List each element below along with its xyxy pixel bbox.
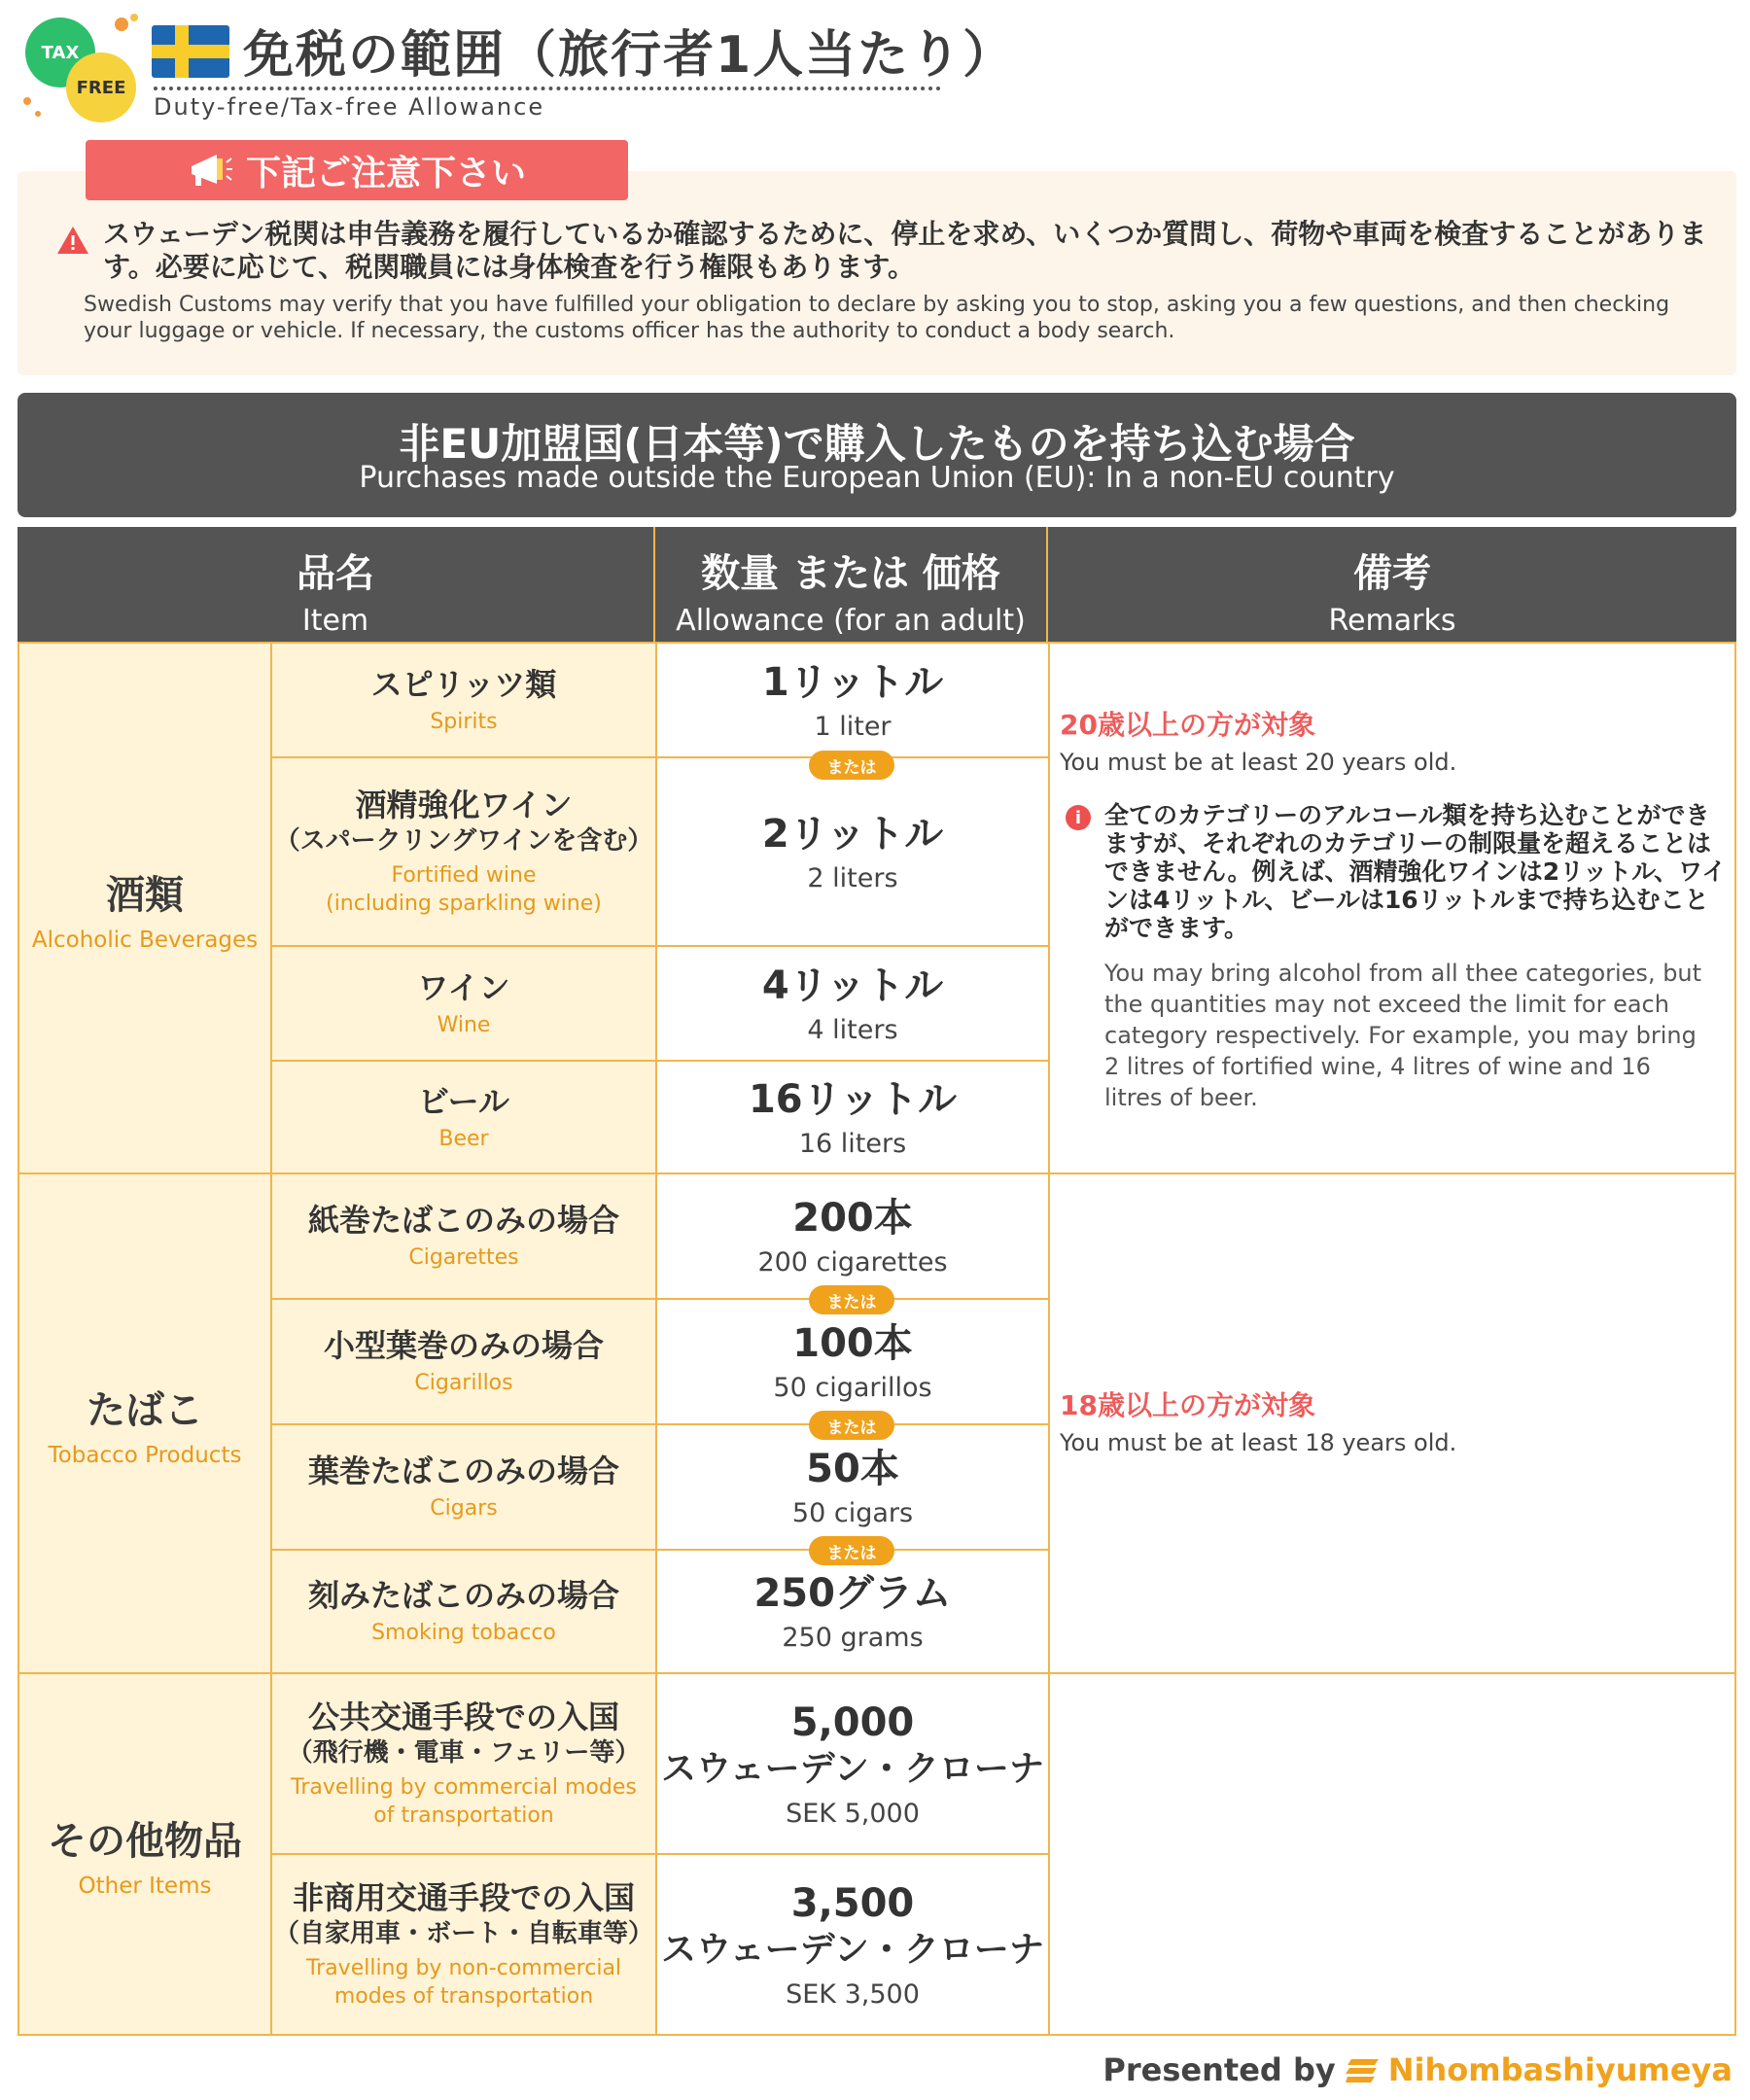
amount-cigarettes-ja: 200本 (792, 1196, 913, 1241)
amount-cigarettes (655, 1172, 1050, 1300)
warning-icon (56, 226, 89, 255)
category-other-en: Other Items (78, 1872, 212, 1899)
remarks-alcohol-info-en: You may bring alcohol from all thee categories, but the quantities may not exceed the limit for each category respectively. For example, you may bring 2 litres of fortified wine, 4 litres of wine and 16 litres of beer. (1104, 960, 1702, 1111)
category-tobacco-ja: たばこ (87, 1387, 203, 1433)
item-smoking-tobacco-ja: 刻みたばこのみの場合 (307, 1577, 619, 1614)
header-item-ja: 品名 (297, 551, 374, 596)
remarks-alcohol-age-ja: 20歳以上の方が対象 (1060, 709, 1315, 741)
remarks-alcohol (1048, 642, 1736, 1174)
megaphone-icon (188, 151, 232, 190)
remarks-alcohol-age-en: You must be at least 20 years old. (1060, 749, 1457, 776)
item-cigars-en: Cigars (430, 1496, 498, 1521)
item-cigarettes-ja: 紙巻たばこのみの場合 (307, 1202, 619, 1239)
amount-cigars-ja: 50本 (806, 1447, 899, 1491)
or-badge: または (809, 1536, 894, 1565)
item-commercial-transport-en: Travelling by commercial modes of transportation (291, 1775, 637, 1828)
amount-wine-ja: 4リットル (761, 962, 944, 1008)
amount-smoking-tobacco (655, 1549, 1050, 1674)
footer-presented-by: Presented by (1102, 2051, 1336, 2088)
amount-cigarillos (655, 1298, 1050, 1425)
allowance-table (18, 527, 1736, 2036)
item-wine-en: Wine (437, 1012, 491, 1037)
logo-tax-text: TAX (25, 18, 95, 88)
item-noncommercial-transport (270, 1853, 657, 2036)
item-fortified-wine-ja: 酒精強化ワイン (355, 787, 573, 823)
amount-beer-en: 16 liters (798, 1128, 907, 1159)
item-cigarillos-ja: 小型葉巻のみの場合 (323, 1327, 604, 1364)
amount-spirits (655, 642, 1050, 758)
header-remarks-en: Remarks (1328, 604, 1456, 638)
amount-cigars (655, 1423, 1050, 1551)
item-noncommercial-transport-ja: 非商用交通手段での入国 (292, 1879, 635, 1916)
section-title-en: Purchases made outside the European Union (EU): In a non-EU country (359, 461, 1395, 495)
amount-cigarillos-en: 50 cigarillos (773, 1373, 932, 1403)
item-noncommercial-transport-en: Travelling by non-commercial modes of transportation (305, 1956, 622, 2009)
or-badge: または (809, 751, 894, 780)
tax-free-logo (21, 14, 148, 130)
item-cigarettes (270, 1172, 657, 1300)
amount-spirits-en: 1 liter (814, 711, 892, 742)
item-fortified-wine-en: Fortified wine (including sparkling wine) (326, 863, 602, 916)
notice-text-ja: スウェーデン税関は申告義務を履行しているか確認するために、停止を求め、いくつか質問し、荷物や車両を検査することがあります。必要に応じて、税関職員には身体検査を行う権限もあります。 (103, 218, 1707, 283)
amount-fortified-wine-ja: 2リットル (761, 811, 944, 857)
or-badge: または (809, 1411, 894, 1440)
header-remarks-ja: 備考 (1353, 551, 1431, 596)
amount-fortified-wine (655, 756, 1050, 947)
category-alcohol-en: Alcoholic Beverages (31, 927, 259, 953)
section-title-ja: 非EU加盟国(日本等)で購入したものを持ち込む場合 (399, 420, 1355, 468)
remarks-other (1048, 1672, 1736, 2036)
page-header (0, 0, 1750, 136)
remarks-alcohol-info-ja: 全てのカテゴリーのアルコール類を持ち込むことができますが、それぞれのカテゴリーの制限量を超えることはできません。例えば、酒精強化ワインは2リットル、ワインは4リットル、ビールは16リットルまで持ち込むことができます。 (1104, 801, 1727, 942)
amount-noncommercial-transport (655, 1853, 1050, 2036)
amount-beer-ja: 16リットル (748, 1076, 958, 1122)
amount-smoking-tobacco-ja: 250グラム (753, 1571, 952, 1616)
header-remarks (1048, 527, 1736, 642)
amount-noncommercial-transport-en: SEK 3,500 (786, 1978, 920, 2010)
category-tobacco-en: Tobacco Products (48, 1442, 242, 1468)
item-fortified-wine-ja-note: （スパークリングワインを含む） (274, 826, 653, 856)
item-beer-en: Beer (438, 1126, 489, 1151)
sweden-flag-icon (152, 25, 229, 78)
item-beer-ja: ビール (417, 1082, 510, 1120)
info-icon: i (1066, 805, 1091, 830)
amount-noncommercial-transport-currency: スウェーデン・クローナ (661, 1929, 1044, 1970)
page-subtitle: Duty-free/Tax-free Allowance (154, 93, 545, 121)
page-title: 免税の範囲（旅行者1人当たり） (243, 26, 1016, 85)
title-divider (154, 87, 941, 90)
category-tobacco (18, 1172, 272, 1674)
item-commercial-transport-ja: 公共交通手段での入国 (307, 1698, 619, 1735)
item-smoking-tobacco-en: Smoking tobacco (371, 1621, 556, 1645)
amount-commercial-transport-value: 5,000 (790, 1699, 915, 1745)
amount-spirits-ja: 1リットル (761, 659, 944, 705)
amount-noncommercial-transport-value: 3,500 (790, 1880, 915, 1926)
header-allowance-ja: 数量 または 価格 (701, 551, 1000, 596)
amount-cigarettes-en: 200 cigarettes (757, 1247, 948, 1278)
item-commercial-transport (270, 1672, 657, 1855)
amount-fortified-wine-en: 2 liters (807, 862, 898, 893)
item-smoking-tobacco (270, 1549, 657, 1674)
amount-commercial-transport-currency: スウェーデン・クローナ (661, 1748, 1044, 1789)
item-cigarillos-en: Cigarillos (414, 1371, 513, 1395)
notice-text-en: Swedish Customs may verify that you have fulfilled your obligation to declare by asking you to stop, asking you a few questions, and then checking your luggage or vehicle. If necessary, the customs officer has the authority to conduct a body search. (84, 293, 1670, 343)
amount-smoking-tobacco-en: 250 grams (782, 1623, 924, 1653)
brand-logo-icon (1346, 2057, 1379, 2082)
item-noncommercial-transport-ja-note: （自家用車・ボート・自転車等） (273, 1919, 653, 1948)
amount-cigars-en: 50 cigars (791, 1498, 914, 1528)
category-alcohol (18, 642, 272, 1174)
item-commercial-transport-ja-note: （飛行機・電車・フェリー等） (287, 1738, 641, 1768)
item-spirits-en: Spirits (430, 709, 498, 734)
section-banner (18, 393, 1736, 517)
amount-commercial-transport (655, 1672, 1050, 1855)
remarks-tobacco (1048, 1172, 1736, 1674)
item-cigars-ja: 葉巻たばこのみの場合 (307, 1452, 619, 1489)
amount-wine (655, 945, 1050, 1062)
amount-cigarillos-ja: 100本 (792, 1321, 913, 1366)
notice-tab (86, 140, 628, 200)
header-item-en: Item (301, 604, 369, 638)
item-spirits-ja: スピリッツ類 (370, 665, 557, 703)
item-fortified-wine (270, 756, 657, 947)
header-allowance-en: Allowance (for an adult) (676, 604, 1026, 638)
item-spirits (270, 642, 657, 758)
footer-brand: Nihombashiyumeya (1387, 2051, 1732, 2088)
amount-commercial-transport-en: SEK 5,000 (786, 1798, 920, 1829)
remarks-tobacco-age-ja: 18歳以上の方が対象 (1060, 1389, 1315, 1421)
or-badge: または (809, 1285, 894, 1314)
category-other (18, 1672, 272, 2036)
table-header (18, 527, 1736, 642)
item-wine (270, 945, 657, 1062)
category-alcohol-ja: 酒類 (106, 872, 184, 918)
item-cigarettes-en: Cigarettes (408, 1245, 519, 1270)
logo-free-text: FREE (66, 52, 136, 122)
amount-wine-en: 4 liters (807, 1014, 898, 1045)
footer-credit (1102, 2051, 1732, 2088)
item-wine-ja: ワイン (417, 968, 510, 1006)
remarks-alcohol-info (1060, 801, 1731, 1113)
header-item (18, 527, 655, 642)
amount-beer (655, 1060, 1050, 1174)
notice-box (18, 171, 1736, 375)
category-other-ja: その他物品 (48, 1818, 242, 1864)
notice-tab-label: 下記ご注意下さい (245, 153, 526, 193)
header-allowance (655, 527, 1048, 642)
item-cigarillos (270, 1298, 657, 1425)
item-cigars (270, 1423, 657, 1551)
remarks-tobacco-age-en: You must be at least 18 years old. (1060, 1429, 1457, 1456)
item-beer (270, 1060, 657, 1174)
